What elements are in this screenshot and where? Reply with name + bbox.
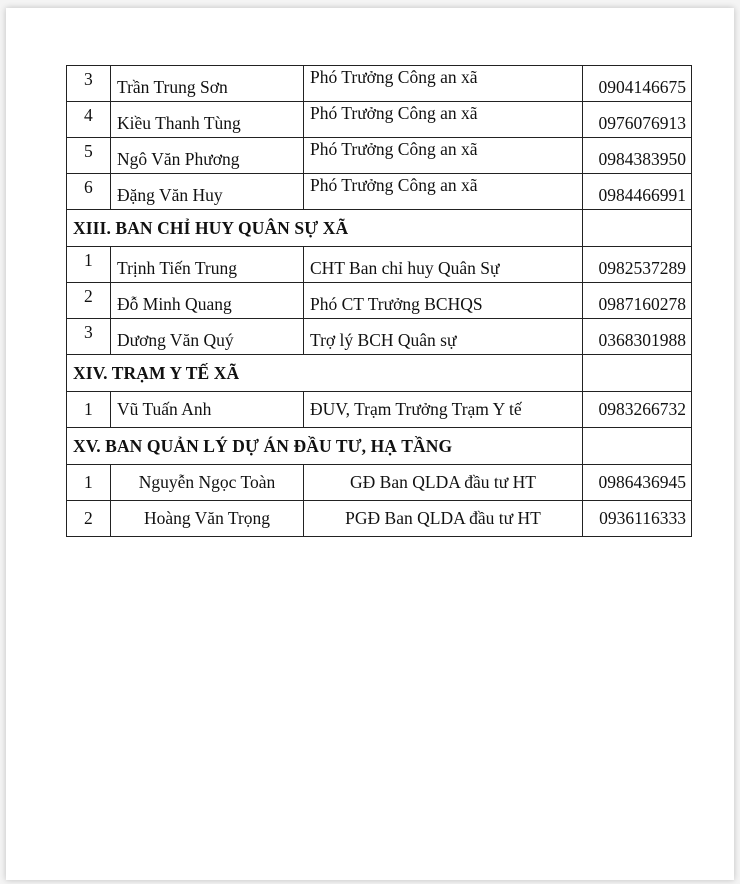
- person-role: PGĐ Ban QLDA đầu tư HT: [304, 501, 583, 537]
- person-name: Trịnh Tiến Trung: [111, 247, 304, 283]
- person-role: Phó Trưởng Công an xã: [304, 102, 583, 138]
- phone-number: 0986436945: [583, 465, 692, 501]
- phone-number: 0984383950: [583, 138, 692, 174]
- row-number: 1: [67, 247, 111, 283]
- phone-number: 0368301988: [583, 319, 692, 355]
- section-title: XIII. BAN CHỈ HUY QUÂN SỰ XÃ: [67, 210, 583, 247]
- person-name: Nguyễn Ngọc Toàn: [111, 465, 304, 501]
- row-number: 3: [67, 319, 111, 355]
- person-name: Đỗ Minh Quang: [111, 283, 304, 319]
- phone-number: 0983266732: [583, 392, 692, 428]
- phone-number: 0936116333: [583, 501, 692, 537]
- table-row: [67, 501, 692, 537]
- row-number: 5: [67, 138, 111, 174]
- phone-number: 0984466991: [583, 174, 692, 210]
- empty-cell: [583, 210, 692, 247]
- document-page: [6, 8, 734, 880]
- table-row: [67, 174, 692, 210]
- row-number: 1: [67, 392, 111, 428]
- table-row: [67, 102, 692, 138]
- row-number: 2: [67, 501, 111, 537]
- person-role: Phó Trưởng Công an xã: [304, 174, 583, 210]
- empty-cell: [583, 355, 692, 392]
- table-row: [67, 247, 692, 283]
- row-number: 2: [67, 283, 111, 319]
- person-role: Phó Trưởng Công an xã: [304, 66, 583, 102]
- person-role: Phó CT Trưởng BCHQS: [304, 283, 583, 319]
- table-row: [67, 319, 692, 355]
- person-name: Ngô Văn Phương: [111, 138, 304, 174]
- row-number: 4: [67, 102, 111, 138]
- person-name: Vũ Tuấn Anh: [111, 392, 304, 428]
- person-name: Hoàng Văn Trọng: [111, 501, 304, 537]
- row-number: 6: [67, 174, 111, 210]
- person-role: Trợ lý BCH Quân sự: [304, 319, 583, 355]
- table-row: [67, 283, 692, 319]
- row-number: 1: [67, 465, 111, 501]
- phone-number: 0987160278: [583, 283, 692, 319]
- phone-number: 0904146675: [583, 66, 692, 102]
- section-title: XIV. TRẠM Y TẾ XÃ: [67, 355, 583, 392]
- contact-table: [66, 65, 692, 537]
- section-header-health-station: [67, 355, 692, 392]
- table-row: [67, 138, 692, 174]
- section-header-project-management: [67, 428, 692, 465]
- table-row: [67, 465, 692, 501]
- row-number: 3: [67, 66, 111, 102]
- person-name: Đặng Văn Huy: [111, 174, 304, 210]
- section-header-military-command: [67, 210, 692, 247]
- person-name: Kiều Thanh Tùng: [111, 102, 304, 138]
- table-row: [67, 66, 692, 102]
- phone-number: 0976076913: [583, 102, 692, 138]
- person-role: ĐUV, Trạm Trưởng Trạm Y tế: [304, 392, 583, 428]
- empty-cell: [583, 428, 692, 465]
- table-row: [67, 392, 692, 428]
- section-title: XV. BAN QUẢN LÝ DỰ ÁN ĐẦU TƯ, HẠ TẦNG: [67, 428, 583, 465]
- person-name: Trần Trung Sơn: [111, 66, 304, 102]
- person-role: Phó Trưởng Công an xã: [304, 138, 583, 174]
- phone-number: 0982537289: [583, 247, 692, 283]
- person-role: CHT Ban chỉ huy Quân Sự: [304, 247, 583, 283]
- person-role: GĐ Ban QLDA đầu tư HT: [304, 465, 583, 501]
- person-name: Dương Văn Quý: [111, 319, 304, 355]
